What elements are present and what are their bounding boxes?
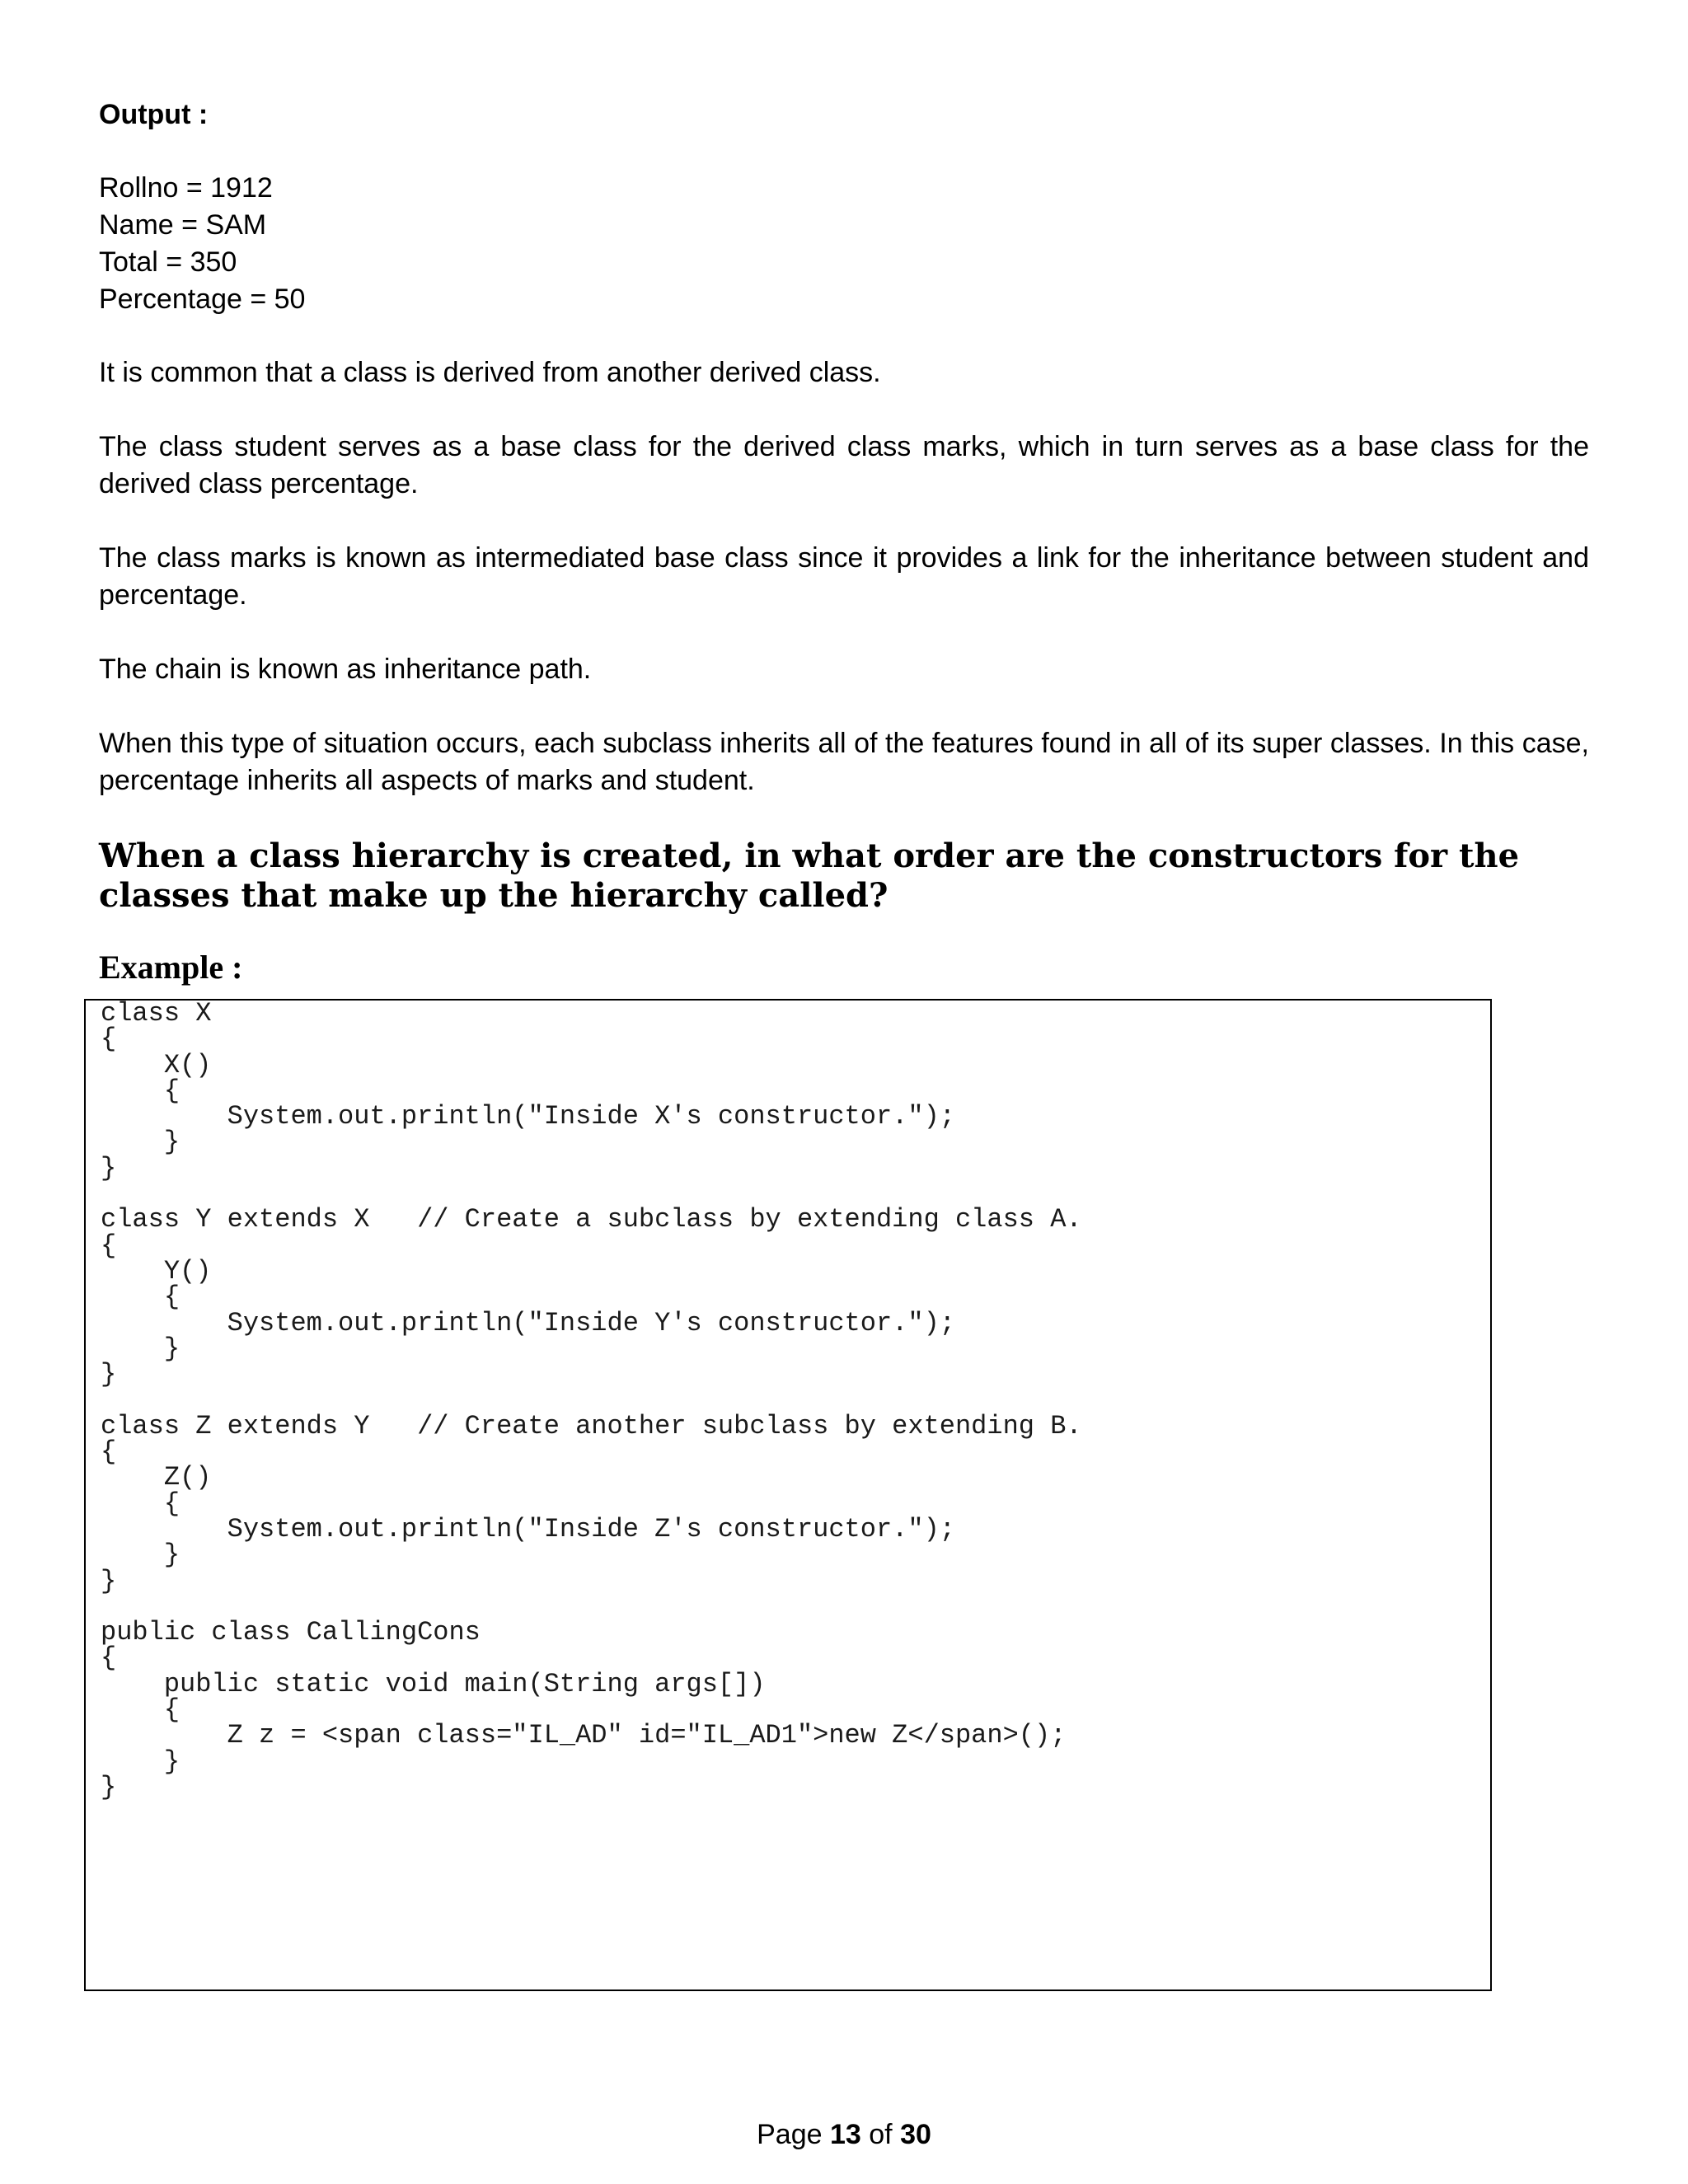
code-line: { [101, 1075, 181, 1106]
code-line: { [101, 1488, 181, 1519]
footer-of-word: of [869, 2119, 893, 2150]
output-line-rollno: Rollno = 1912 [99, 172, 273, 204]
code-line: Y() [101, 1255, 212, 1286]
code-line [101, 1594, 1082, 1619]
code-line: Z z = <span class="IL_AD" id="IL_AD1">new Z</span>(); [101, 1720, 1067, 1751]
code-line [101, 1181, 1082, 1207]
section-heading: When a class hierarchy is created, in what order are the constructors for the classes that make up the hierarchy called? [99, 837, 1520, 915]
footer-total-pages: 30 [900, 2119, 931, 2150]
output-line-percentage: Percentage = 50 [99, 284, 306, 315]
code-line: } [101, 1152, 117, 1183]
code-line: { [101, 1694, 181, 1726]
paragraph-base-class: The class student serves as a base class for the derived class marks, which in turn serves as a base class for the derived class percentage. [99, 431, 1589, 499]
code-line: public class CallingCons [101, 1617, 481, 1648]
code-line: { [101, 1643, 117, 1674]
code-block [101, 998, 1082, 1802]
code-line: { [101, 1282, 181, 1313]
code-line: } [101, 1746, 181, 1777]
page-footer [0, 2116, 1688, 2153]
paragraph-intermediate-class: The class marks is known as intermediated base class since it provides a link for the inheritance between student and percentage. [99, 542, 1589, 611]
code-line: } [101, 1565, 117, 1596]
code-line: { [101, 1436, 117, 1468]
paragraph-inheritance-path: The chain is known as inheritance path. [99, 654, 592, 685]
code-line: Z() [101, 1462, 212, 1493]
code-line: X() [101, 1049, 212, 1080]
code-line: public static void main(String args[]) [101, 1668, 766, 1699]
code-line: } [101, 1333, 181, 1364]
footer-current-page: 13 [829, 2119, 861, 2150]
code-line: { [101, 1230, 117, 1261]
paragraph-subclass-features: When this type of situation occurs, each subclass inherits all of the features found in all of its super classes. In this case, percentage inherits all aspects of marks and student. [99, 728, 1589, 796]
example-label: Example : [99, 949, 243, 986]
output-block [99, 170, 1589, 318]
output-line-total: Total = 350 [99, 246, 237, 278]
paragraph-derived-class: It is common that a class is derived from another derived class. [99, 357, 881, 388]
output-line-name: Name = SAM [99, 209, 267, 241]
code-line: } [101, 1540, 181, 1571]
code-line: { [101, 1024, 117, 1055]
code-line: class X [101, 998, 212, 1029]
code-line: System.out.println("Inside Y's constructor."); [101, 1307, 955, 1338]
code-line [101, 1387, 1082, 1413]
code-line: System.out.println("Inside X's constructor."); [101, 1101, 955, 1132]
footer-page-word: Page [757, 2119, 823, 2150]
code-line: class Y extends X // Create a subclass by extending class A. [101, 1204, 1082, 1235]
code-box [84, 999, 1492, 1991]
code-line: } [101, 1771, 117, 1802]
code-line: } [101, 1127, 181, 1158]
code-line: class Z extends Y // Create another subclass by extending B. [101, 1410, 1082, 1441]
code-line: } [101, 1359, 117, 1390]
code-line: System.out.println("Inside Z's constructor."); [101, 1513, 955, 1544]
output-label: Output : [99, 99, 209, 130]
page-content [99, 96, 1589, 986]
